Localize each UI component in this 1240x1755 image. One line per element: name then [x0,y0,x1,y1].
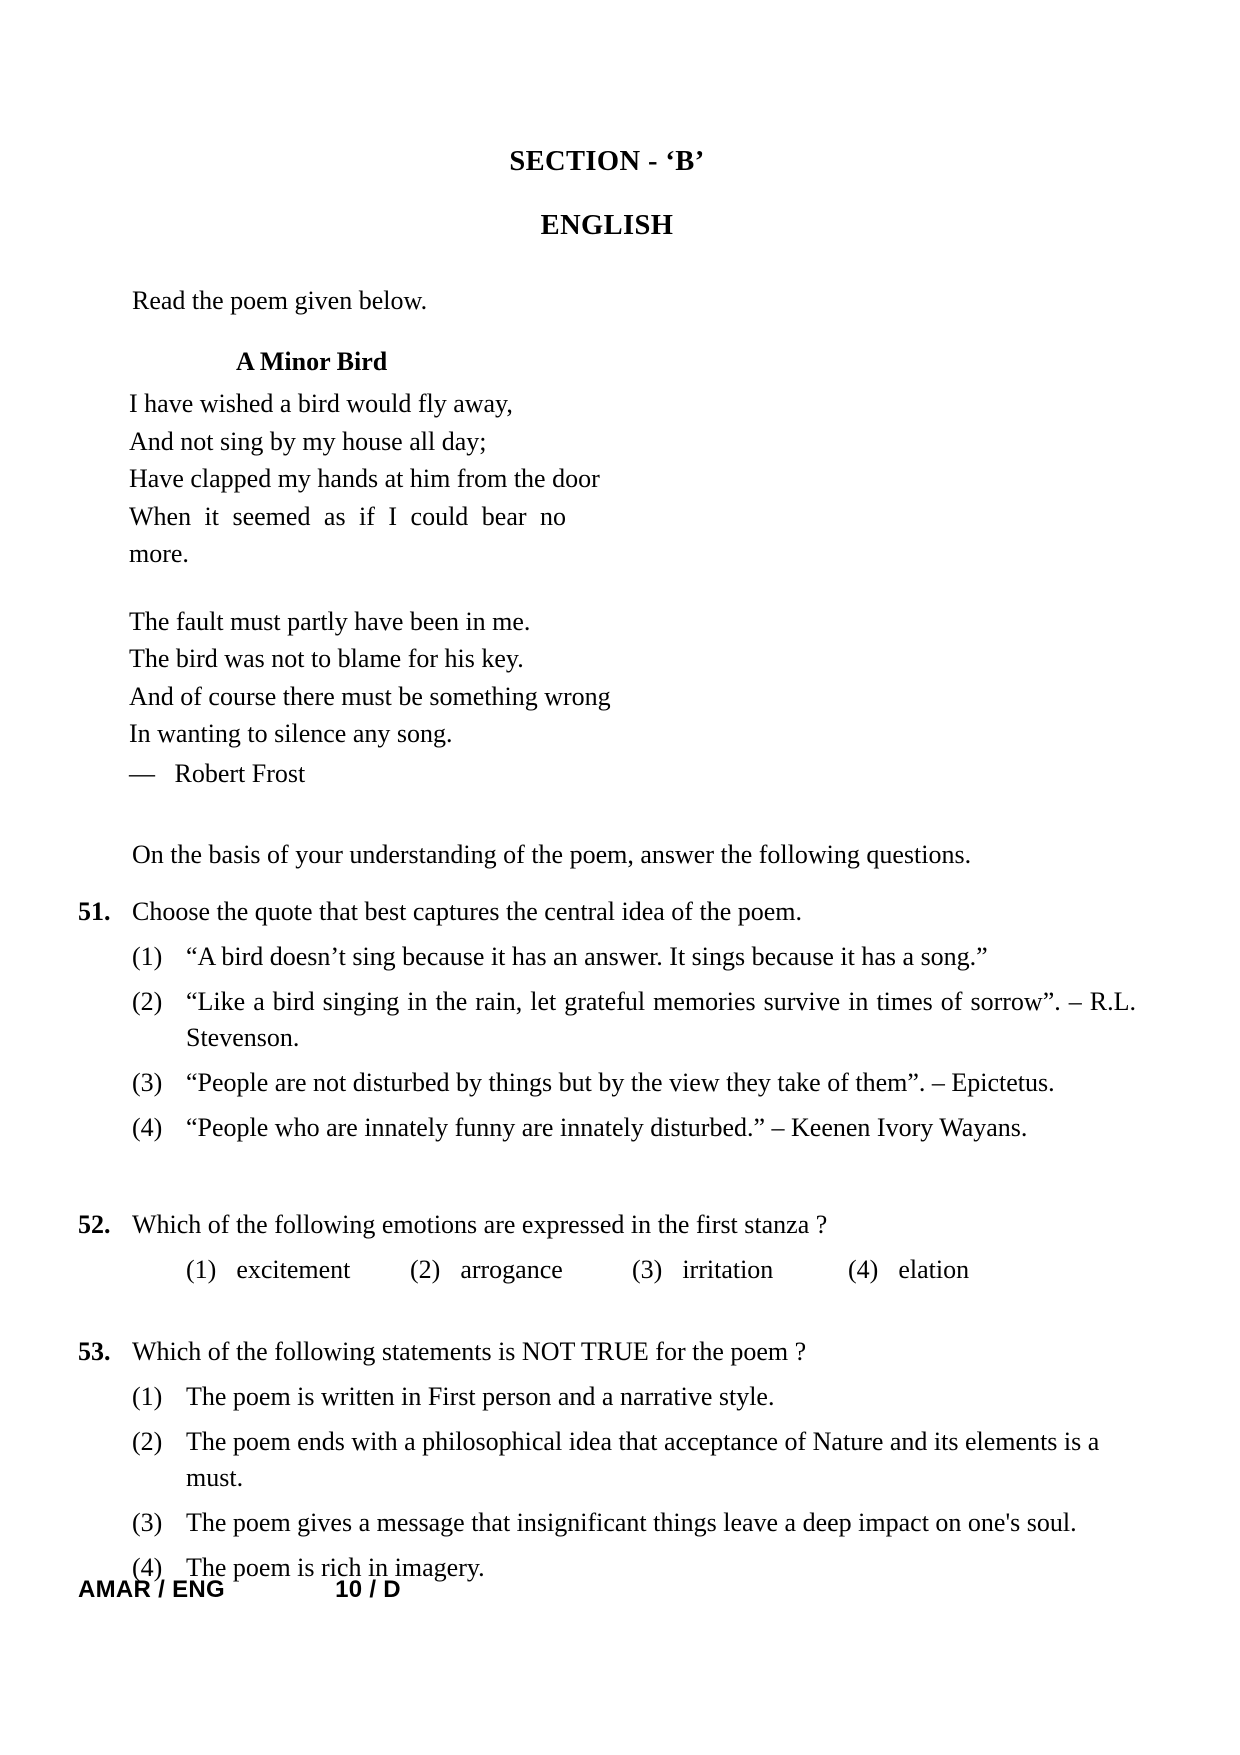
poem-line: And of course there must be something wrong [129,681,611,711]
option-list [132,1370,1136,1586]
option-label: (2) [132,1427,163,1456]
option-text: “Like a bird singing in the rain, let grateful memories survive in times of sorrow”. – R.L. Stevenson. [186,987,1136,1052]
poem-line: Have clapped my hands at him from the door [129,464,600,493]
option-item[interactable] [132,1379,1136,1415]
poem-attribution: — Robert Frost [129,758,306,788]
option-label: (4) [132,1113,163,1142]
option-item[interactable] [132,939,1136,975]
option-text: elation [898,1255,970,1284]
question-number: 53. [78,1337,111,1366]
paper-code: AMAR / ENG [78,1576,225,1603]
option-label: (1) [132,942,163,971]
option-text: The poem is rich in imagery. [186,1553,485,1582]
option-label: (1) [186,1255,217,1284]
question-text: Choose the quote that best captures the central idea of the poem. [132,897,802,926]
poem-line: I have wished a bird would fly away, [129,389,513,418]
poem-line: And not sing by my house all day; [129,426,487,456]
poem-line: When it seemed as if I could bear no more. [129,501,566,568]
question-number: 52. [78,1210,111,1239]
option-label: (1) [132,1382,163,1411]
option-label: (2) [132,987,163,1016]
option-item[interactable] [132,1065,1136,1101]
option-text: “A bird doesn’t sing because it has an answer. It sings because it has a song.” [186,942,988,971]
option-list [132,930,1136,1146]
reading-instruction: Read the poem given below. [132,286,428,315]
question-53 [78,1288,1136,1586]
poem-line: The bird was not to blame for his key. [129,644,524,673]
option-label: (3) [132,1068,163,1097]
option-item[interactable] [410,1252,632,1288]
stanza-separator [129,573,1136,603]
subject-heading: ENGLISH [540,210,674,241]
poem-line: In wanting to silence any song. [129,719,453,748]
question-text: Which of the following emotions are expressed in the first stanza ? [132,1210,828,1239]
question-text: Which of the following statements is NOT TRUE for the poem ? [132,1337,807,1366]
option-text: excitement [236,1255,351,1284]
option-label: (4) [132,1553,163,1582]
poem-title: A Minor Bird [236,347,388,376]
option-label: (3) [632,1255,663,1284]
section-heading: SECTION - ‘B’ [509,146,705,177]
option-item[interactable] [848,1252,969,1288]
option-item[interactable] [132,1110,1136,1146]
option-text: The poem is written in First person and a narrative style. [186,1382,775,1411]
option-item[interactable] [132,1424,1136,1496]
option-item[interactable] [132,1505,1136,1541]
option-label: (2) [410,1255,441,1284]
option-text: arrogance [460,1255,563,1284]
question-51 [78,870,1136,1146]
question-52 [78,1155,1136,1288]
option-item[interactable] [186,1252,410,1288]
option-text: “People who are innately funny are innately disturbed.” – Keenen Ivory Wayans. [186,1113,1028,1142]
question-number: 51. [78,897,111,926]
option-text: The poem ends with a philosophical idea that acceptance of Nature and its elements is a must. [186,1427,1100,1492]
option-label: (4) [848,1255,879,1284]
option-list [132,1243,1136,1288]
poem-body [78,377,1136,792]
option-item[interactable] [632,1252,848,1288]
page-number: 10 / D [335,1576,401,1603]
questions-instruction: On the basis of your understanding of the poem, answer the following questions. [132,840,972,869]
poem-line: The fault must partly have been in me. [129,606,531,636]
option-item[interactable] [132,984,1136,1056]
option-label: (3) [132,1508,163,1537]
option-text: “People are not disturbed by things but by the view they take of them”. – Epictetus. [186,1068,1055,1097]
option-text: The poem gives a message that insignificant things leave a deep impact on one's soul. [186,1508,1077,1537]
option-text: irritation [682,1255,774,1284]
